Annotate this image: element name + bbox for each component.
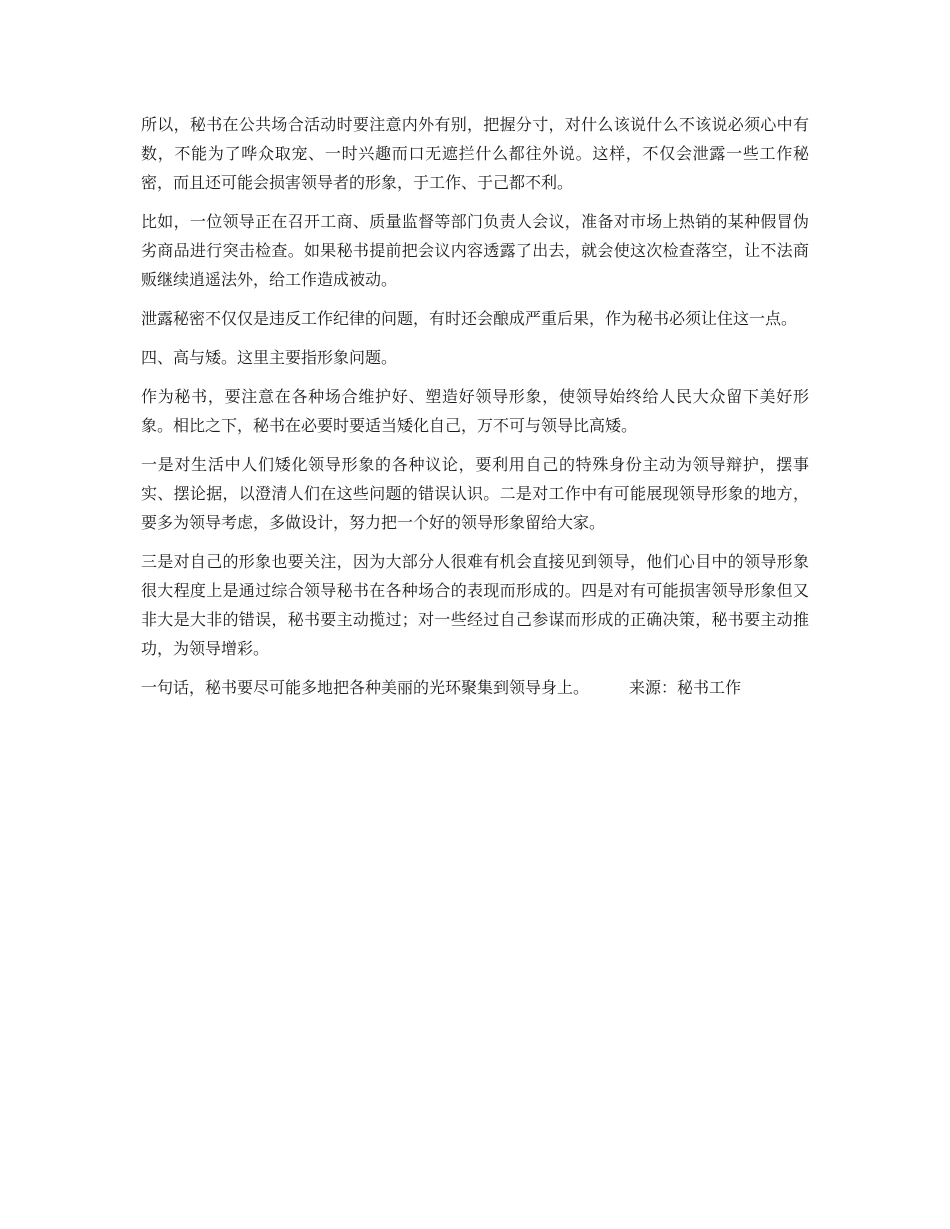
closing-paragraph	[141, 673, 809, 702]
paragraph-5: 作为秘书，要注意在各种场合维护好、塑造好领导形象，使领导始终给人民大众留下美好形象。相比之下，秘书在必要时要适当矮化自己，万不可与领导比高矮。	[141, 387, 809, 435]
document-body	[141, 110, 809, 712]
paragraph-7: 三是对自己的形象也要关注，因为大部分人很难有机会直接见到领导，他们心目中的领导形象很大程度上是通过综合领导秘书在各种场合的表现而形成的。四是对有可能损害领导形象但又非大是大非的错误，秘书要主动揽过；对一些经过自己参谋而形成的正确决策，秘书要主动推功，为领导增彩。	[141, 552, 809, 658]
paragraph-1: 所以，秘书在公共场合活动时要注意内外有别，把握分寸，对什么该说什么不该说必须心中有数，不能为了哗众取宠、一时兴趣而口无遮拦什么都往外说。这样，不仅会泄露一些工作秘密，而且还可能会损害领导者的形象，于工作、于己都不利。	[141, 115, 809, 192]
source-note: 来源：秘书工作	[629, 678, 742, 697]
paragraph-3: 泄露秘密不仅仅是违反工作纪律的问题，有时还会酿成严重后果，作为秘书必须让住这一点。	[141, 309, 798, 328]
closing-text: 一句话，秘书要尽可能多地把各种美丽的光环聚集到领导身上。	[141, 678, 590, 697]
paragraph-6: 一是对生活中人们矮化领导形象的各种议论，要利用自己的特殊身份主动为领导辩护，摆事实、摆论据，以澄清人们在这些问题的错误认识。二是对工作中有可能展现领导形象的地方，要多为领导考虑，多做设计，努力把一个好的领导形象留给大家。	[141, 455, 809, 532]
paragraph-4-heading: 四、高与矮。这里主要指形象问题。	[141, 348, 398, 367]
paragraph-2: 比如，一位领导正在召开工商、质量监督等部门负责人会议，准备对市场上热销的某种假冒伪劣商品进行突击检查。如果秘书提前把会议内容透露了出去，就会使这次检查落空，让不法商贩继续逍遥法外，给工作造成被动。	[141, 212, 809, 289]
